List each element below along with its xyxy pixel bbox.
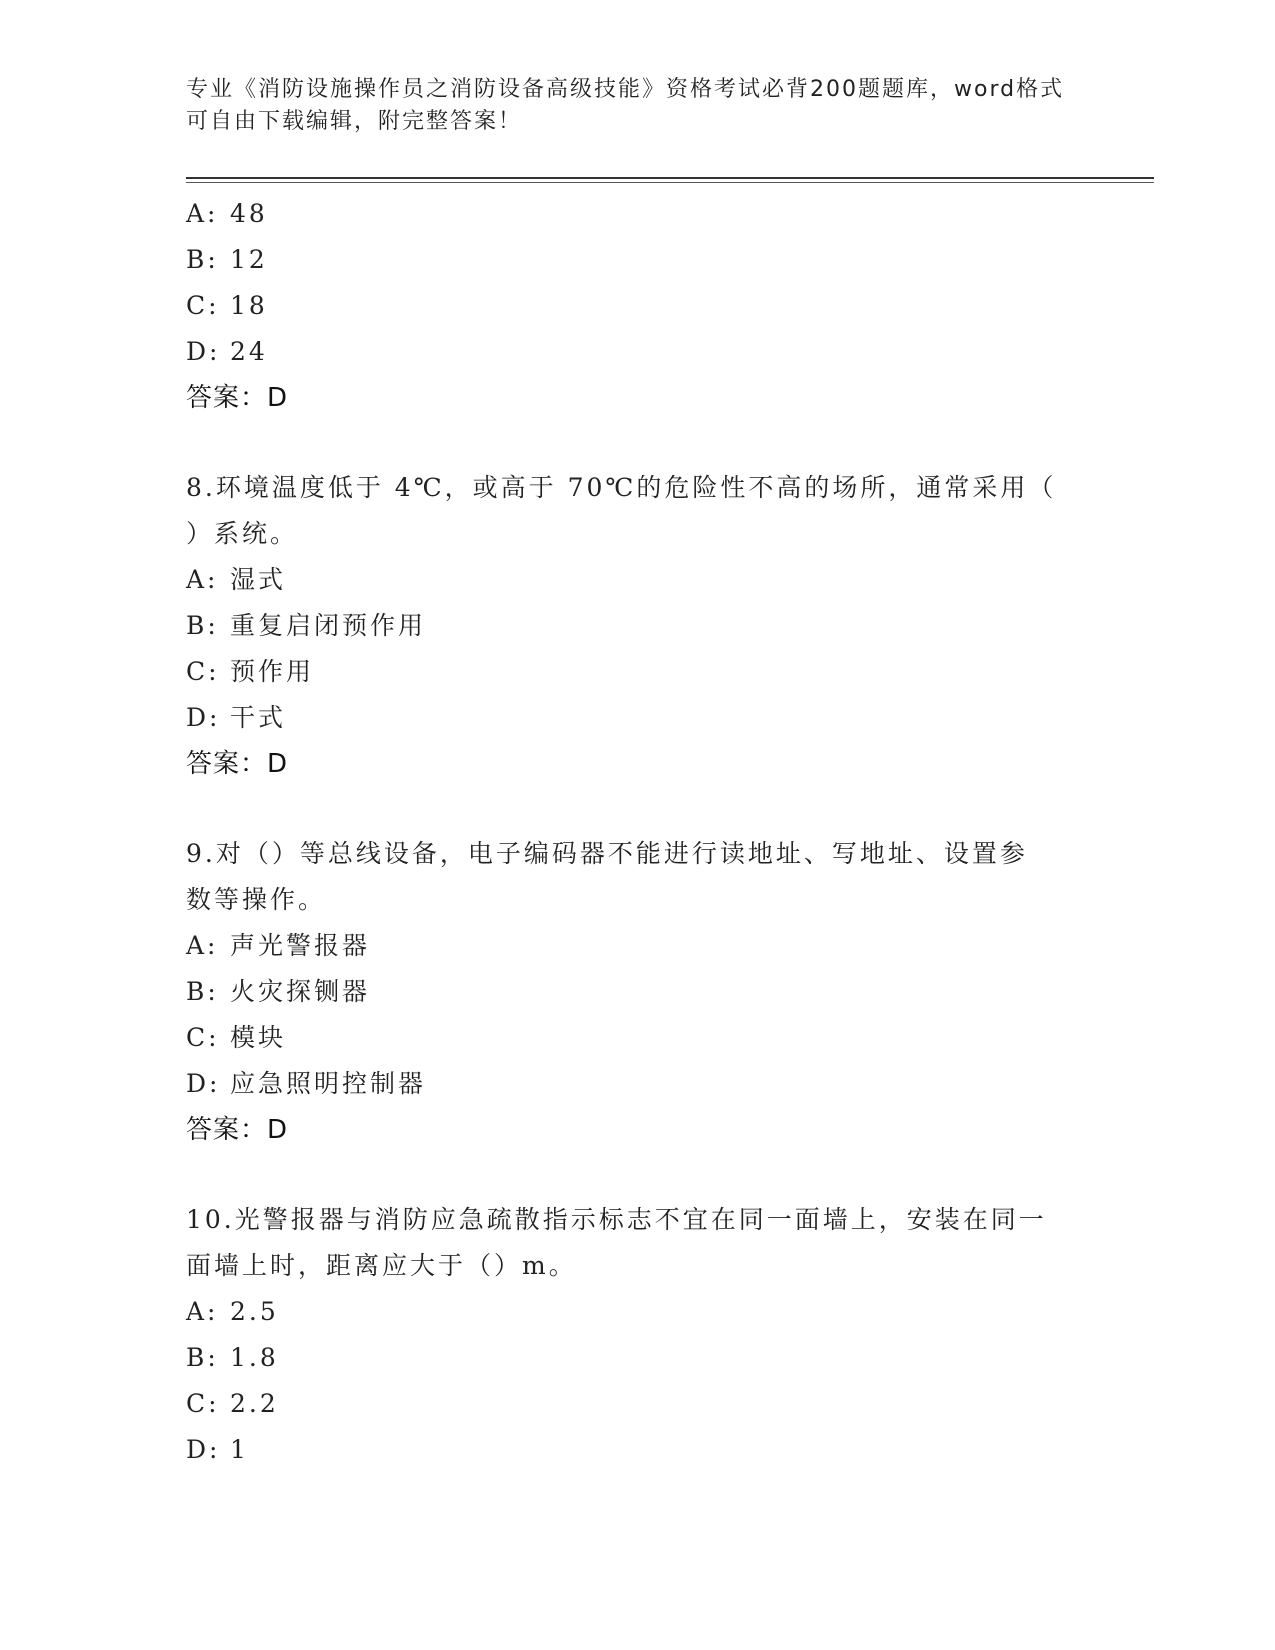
- option-key: A:: [186, 931, 219, 960]
- option-text: 18: [230, 291, 268, 320]
- option-c: [186, 1381, 1086, 1427]
- option-text: 1: [230, 1435, 249, 1464]
- answer-line: 答案：D: [186, 749, 289, 779]
- option-text: 模块: [230, 1023, 287, 1052]
- option-key: B:: [186, 977, 219, 1006]
- option-b: [186, 969, 1086, 1015]
- option-text: 12: [230, 245, 268, 274]
- spacer: [186, 1153, 1086, 1197]
- spacer: [186, 421, 1086, 465]
- option-a: [186, 1289, 1086, 1335]
- option-text: 2.2: [230, 1389, 279, 1418]
- option-b: [186, 603, 1086, 649]
- question-stem-line-1: 9.对（）等总线设备，电子编码器不能进行读地址、写地址、设置参: [186, 839, 1028, 868]
- option-text: 1.8: [230, 1343, 279, 1372]
- option-a: [186, 923, 1086, 969]
- question-list: [186, 191, 1086, 1473]
- option-text: 火灾探铡器: [230, 977, 371, 1006]
- option-text: 声光警报器: [230, 931, 371, 960]
- option-key: C:: [186, 657, 220, 686]
- option-b: [186, 237, 1086, 283]
- option-d: [186, 1427, 1086, 1473]
- option-c: [186, 1015, 1086, 1061]
- option-a: [186, 191, 1086, 237]
- question-stem-line-2: 面墙上时，距离应大于（）m。: [186, 1251, 577, 1280]
- option-text: 干式: [230, 703, 287, 732]
- option-key: C:: [186, 1389, 220, 1418]
- option-c: [186, 649, 1086, 695]
- option-key: D:: [186, 1435, 221, 1464]
- option-key: A:: [186, 1297, 219, 1326]
- option-text: 应急照明控制器: [230, 1069, 427, 1098]
- question-stem-line-2: ）系统。: [186, 519, 299, 548]
- spacer: [186, 787, 1086, 831]
- option-text: 2.5: [230, 1297, 279, 1326]
- question-stem-line-2: 数等操作。: [186, 885, 327, 914]
- document-header: 专业《消防设施操作员之消防设备高级技能》资格考试必背200题题库，word格式可自由下载编辑，附完整答案！: [186, 77, 1065, 134]
- option-text: 预作用: [230, 657, 315, 686]
- option-key: C:: [186, 291, 220, 320]
- option-d: [186, 329, 1086, 375]
- option-d: [186, 1061, 1086, 1107]
- question-stem-line-1: 10.光警报器与消防应急疏散指示标志不宜在同一面墙上，安装在同一: [186, 1205, 1047, 1234]
- option-key: D:: [186, 337, 221, 366]
- option-d: [186, 695, 1086, 741]
- header-divider-thick: [186, 177, 1154, 179]
- option-key: B:: [186, 245, 219, 274]
- option-a: [186, 557, 1086, 603]
- option-text: 48: [230, 199, 268, 228]
- question-8: [186, 465, 1086, 787]
- option-b: [186, 1335, 1086, 1381]
- option-text: 24: [230, 337, 268, 366]
- option-key: C:: [186, 1023, 220, 1052]
- option-key: B:: [186, 1343, 219, 1372]
- header-divider-thin: [186, 182, 1154, 183]
- option-text: 重复启闭预作用: [230, 611, 427, 640]
- option-key: A:: [186, 565, 219, 594]
- option-c: [186, 283, 1086, 329]
- answer-line: 答案：D: [186, 383, 289, 413]
- question-10: [186, 1197, 1086, 1473]
- option-key: D:: [186, 1069, 221, 1098]
- question-stem-line-1: 8.环境温度低于 4℃，或高于 70℃的危险性不高的场所，通常采用（: [186, 473, 1057, 502]
- question-9: [186, 831, 1086, 1153]
- option-key: A:: [186, 199, 219, 228]
- option-text: 湿式: [230, 565, 287, 594]
- option-key: B:: [186, 611, 219, 640]
- question-7-tail: [186, 191, 1086, 421]
- answer-line: 答案：D: [186, 1115, 289, 1145]
- option-key: D:: [186, 703, 221, 732]
